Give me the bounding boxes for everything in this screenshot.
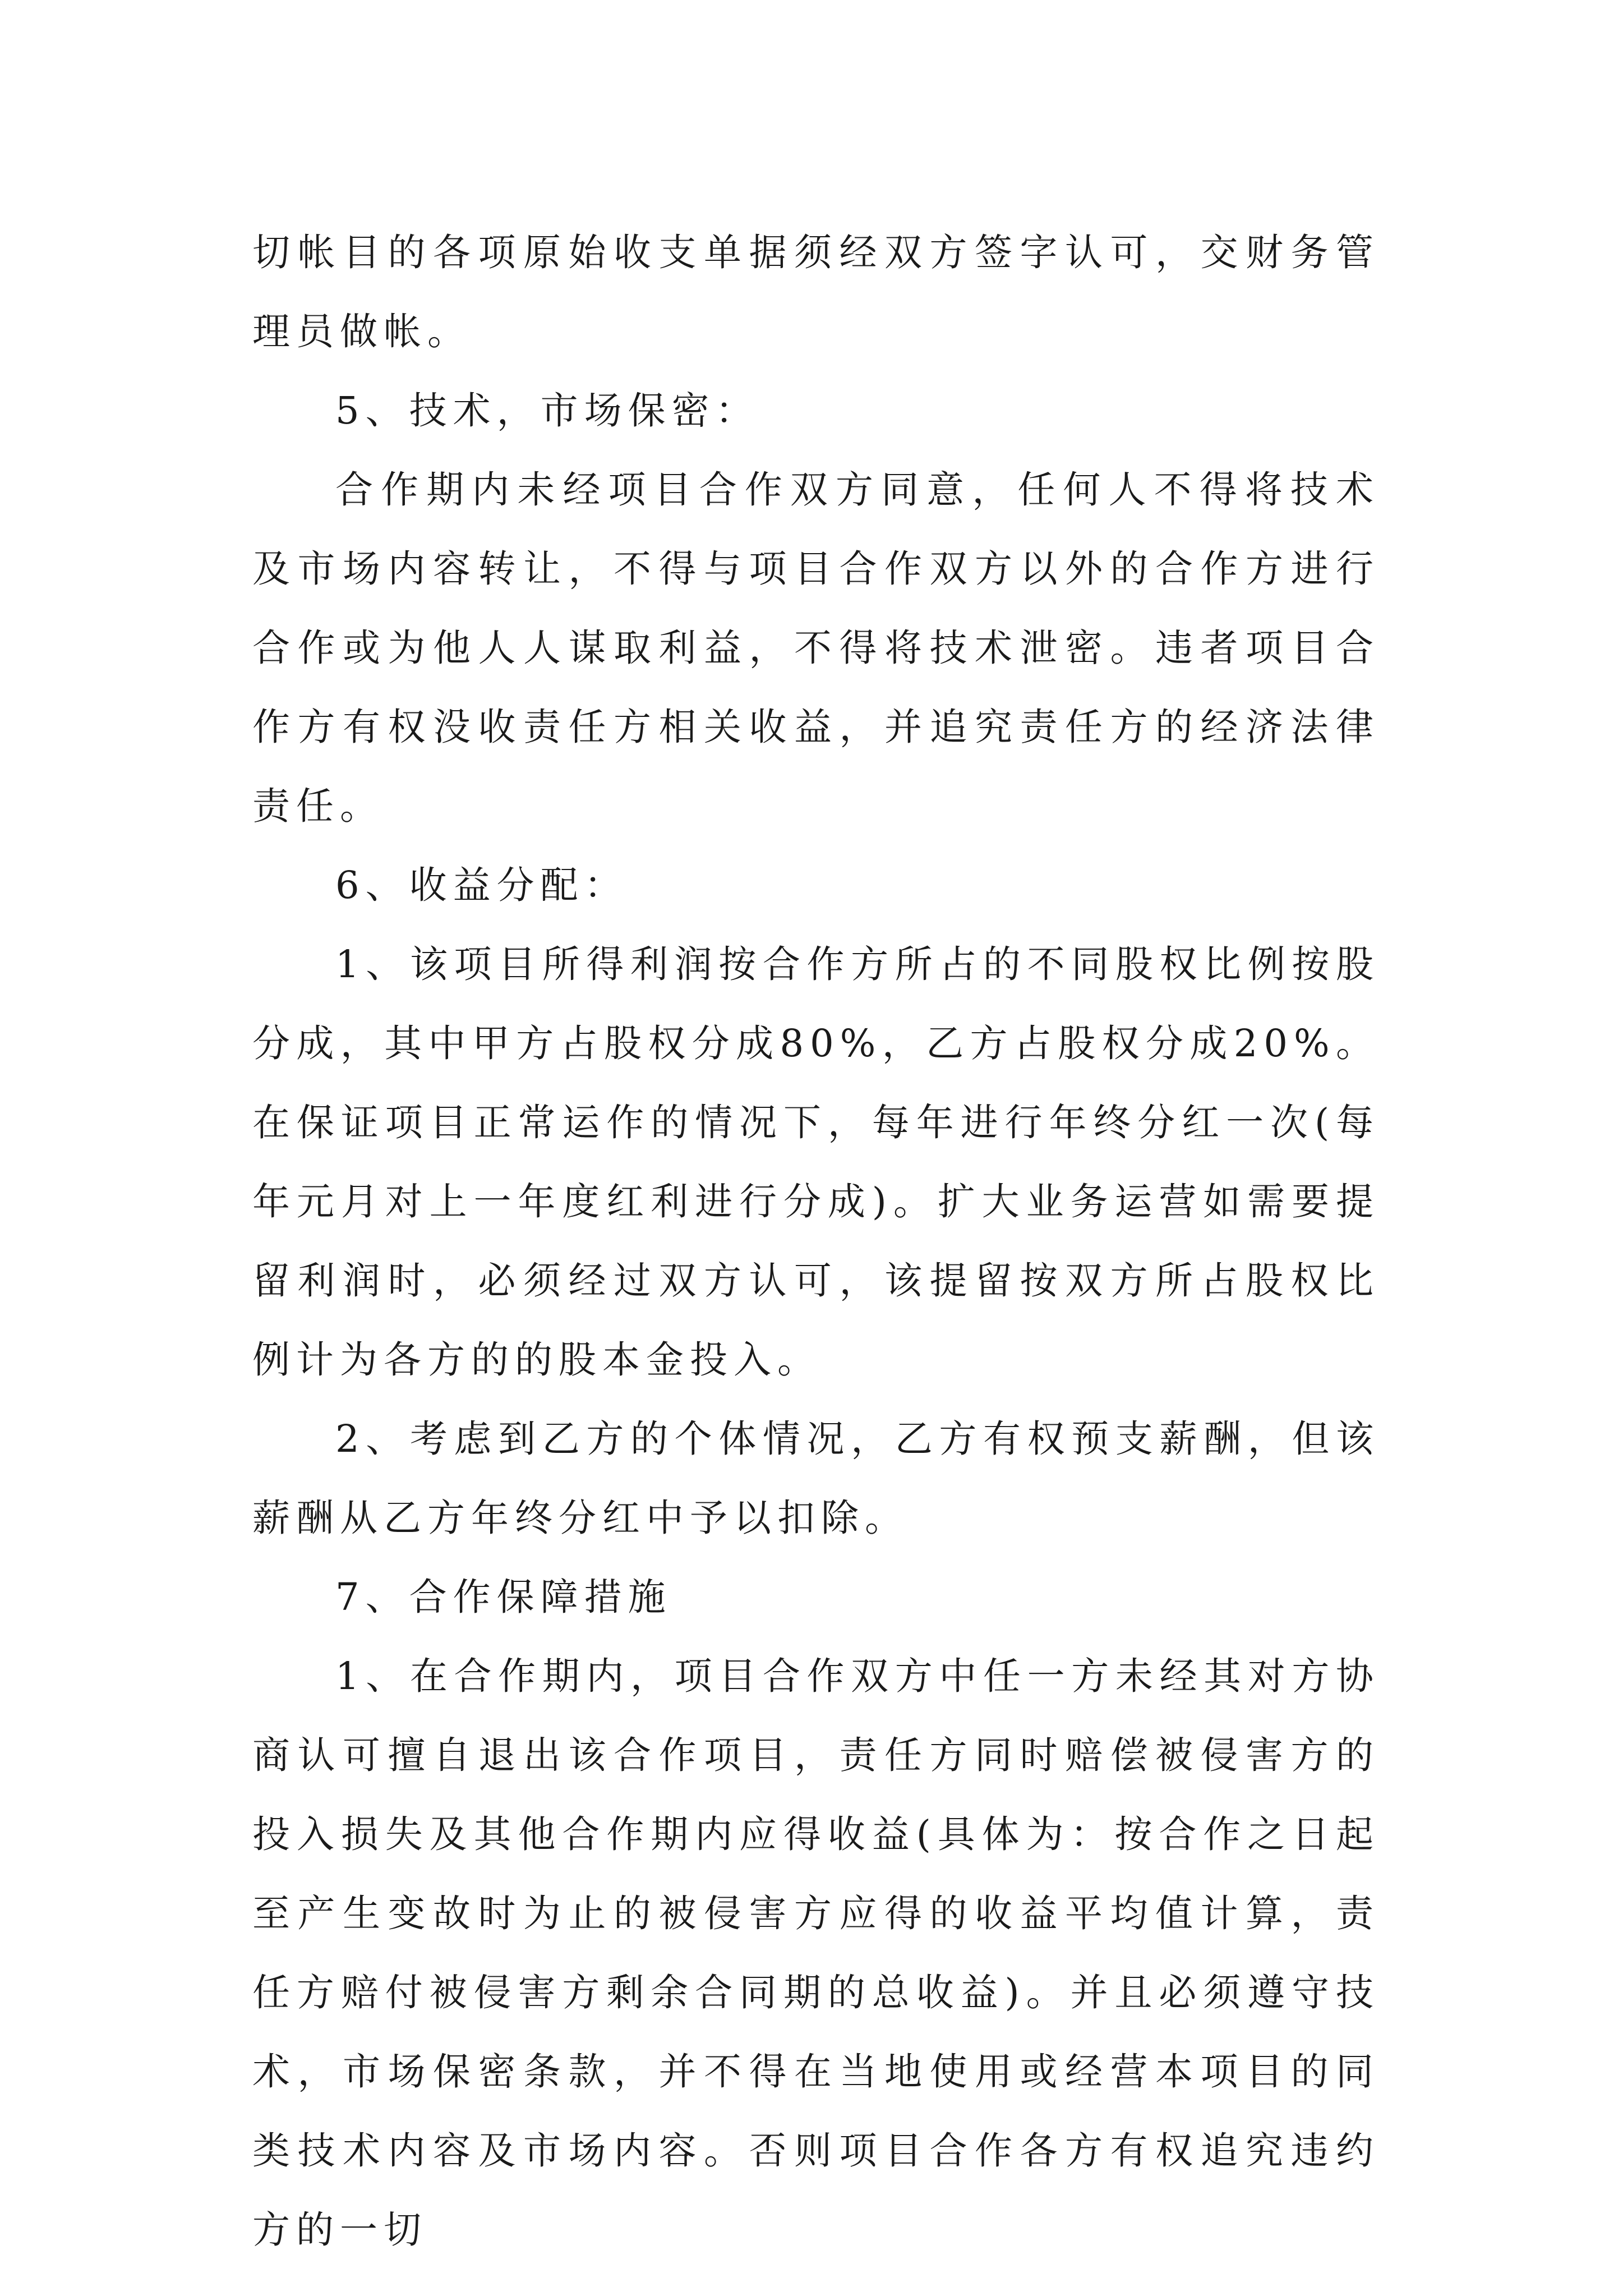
section-heading-confidentiality: 5、技术，市场保密：	[335, 389, 759, 432]
paragraph-withdrawal-penalty: 1、在合作期内，项目合作双方中任一方未经其对方协商认可擅自退出该合作项目，责任方同时赔偿被侵害方的投入损失及其他合作期内应得收益(具体为：按合作之日起至产生变故时为止的被侵害方应得的收益平均值计算，责任方赔付被侵害方剩余合同期的总收益)。并且必须遵守技术，市场保密条款，并不得在当地使用或经营本项目的同类技术内容及市场内容。否则项目合作各方有权追究违约方的一切	[252, 1654, 1380, 2252]
section-heading-safeguards: 7、合作保障措施	[335, 1575, 672, 1619]
paragraph-account-records: 切帐目的各项原始收支单据须经双方签字认可，交财务管理员做帐。	[252, 231, 1380, 353]
paragraph-confidentiality: 合作期内未经项目合作双方同意，任何人不得将技术及市场内容转让，不得与项目合作双方以外的合作方进行合作或为他人人谋取利益，不得将技术泄密。违者项目合作方有权没收责任方相关收益，并追究责任方的经济法律责任。	[252, 468, 1380, 828]
document-body	[252, 213, 1380, 2270]
section-heading-profit-distribution: 6、收益分配：	[335, 863, 628, 907]
paragraph-salary-advance: 2、考虑到乙方的个体情况，乙方有权预支薪酬，但该薪酬从乙方年终分红中予以扣除。	[252, 1417, 1380, 1540]
paragraph-profit-share: 1、该项目所得利润按合作方所占的不同股权比例按股分成，其中甲方占股权分成80%，乙方占股权分成20%。在保证项目正常运作的情况下，每年进行年终分红一次(每年元月对上一年度红利进行分成)。扩大业务运营如需要提留利润时，必须经过双方认可，该提留按双方所占股权比例计为各方的的股本金投入。	[252, 942, 1380, 1382]
